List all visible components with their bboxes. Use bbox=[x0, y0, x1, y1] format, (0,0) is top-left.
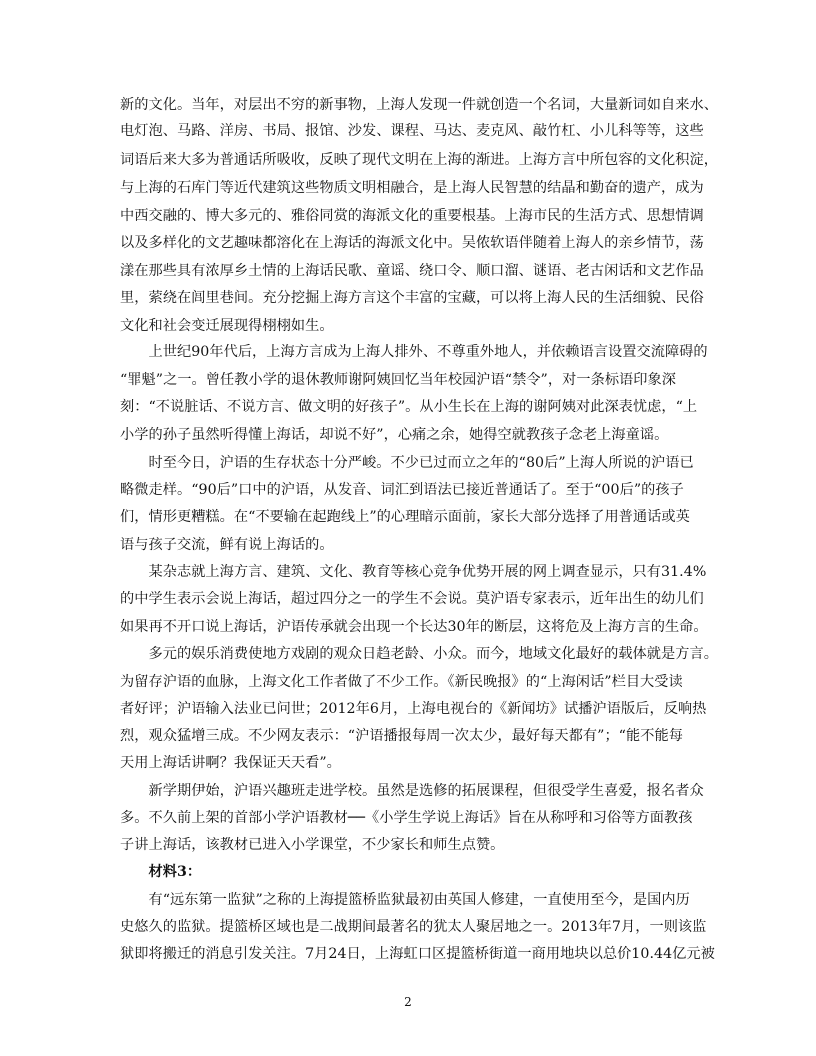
text-line: 新的文化。当年，对层出不穷的新事物，上海人发现一件就创造一个名词，大量新词如自来水、 bbox=[120, 97, 718, 113]
text-line: “罪魁”之一。曾任教小学的退休教师谢阿姨回忆当年校园沪语“禁令”，对一条标语印象深 bbox=[120, 372, 677, 388]
text-line: 为留存沪语的血脉，上海文化工作者做了不少工作。《新民晚报》的“上海闲话”栏目大受读 bbox=[120, 674, 683, 690]
text-line: 多元的娱乐消费使地方戏剧的观众日趋老龄、小众。而今，地域文化最好的载体就是方言。 bbox=[120, 646, 718, 662]
text-line: 中西交融的、博大多元的、雅俗同赏的海派文化的重要根基。上海市民的生活方式、思想情调 bbox=[120, 208, 704, 224]
text-line: 多。不久前上架的首部小学沪语教材──《小学生学说上海话》旨在从称呼和习俗等方面教孩 bbox=[120, 810, 693, 826]
text-line: 上世纪90年代后，上海方言成为上海人排外、不尊重外地人，并依赖语言设置交流障碍的 bbox=[120, 344, 708, 360]
page-number: 2 bbox=[404, 995, 412, 1009]
text-line: 的中学生表示会说上海话，超过四分之一的学生不会说。莫沪语专家表示，近年出生的幼儿们 bbox=[120, 591, 704, 607]
text-line: 某杂志就上海方言、建筑、文化、教育等核心竞争优势开展的网上调查显示，只有31.4% bbox=[120, 564, 707, 580]
text-line: 狱即将搬迁的消息引发关注。7月24日，上海虹口区提篮桥街道一商用地块以总价10.44亿元被 bbox=[120, 946, 715, 962]
text-line: 者好评；沪语输入法业已问世；2012年6月，上海电视台的《新闻坊》试播沪语版后，反响热 bbox=[120, 701, 707, 717]
text-line: 有“远东第一监狱”之称的上海提篮桥监狱最初由英国人修建，一直使用至今，是国内历 bbox=[120, 892, 690, 908]
text-line: 词语后来大多为普通话所吸收，反映了现代文明在上海的渐进。上海方言中所包容的文化积淀， bbox=[120, 152, 718, 168]
text-line: 以及多样化的文艺趣味都溶化在上海话的海派文化中。吴侬软语伴随着上海人的亲乡情节，荡 bbox=[120, 235, 704, 251]
text-line: 天用上海话讲啊？我保证天天看”。 bbox=[120, 755, 341, 771]
text-line: 史悠久的监狱。提篮桥区域也是二战期间最著名的犹太人聚居地之一。2013年7月，一则该监 bbox=[120, 919, 707, 935]
text-line: 新学期伊始，沪语兴趣班走进学校。虽然是选修的拓展课程，但很受学生喜爱，报名者众 bbox=[120, 783, 704, 799]
text-line: 如果再不开口说上海话，沪语传承就会出现一个长达30年的断层，这将危及上海方言的生命。 bbox=[120, 619, 708, 635]
text-line: 文化和社会变迁展现得栩栩如生。 bbox=[120, 318, 334, 334]
material-heading: 材料3： bbox=[120, 864, 202, 880]
text-line: 略微走样。“90后”口中的沪语，从发音、词汇到语法已接近普通话了。至于“00后”的孩子 bbox=[120, 482, 684, 498]
text-line: 子讲上海话，该教材已进入小学课堂，不少家长和师生点赞。 bbox=[120, 837, 505, 853]
text-line: 烈，观众猛增三成。不少网友表示：“沪语播报每周一次太少，最好每天都有”；“能不能每 bbox=[120, 728, 683, 744]
text-line: 时至今日，沪语的生存状态十分严峻。不少已过而立之年的“80后”上海人所说的沪语已 bbox=[120, 455, 694, 471]
text-line: 与上海的石库门等近代建筑这些物质文明相融合，是上海人民智慧的结晶和勤奋的遗产，成为 bbox=[120, 180, 704, 196]
text-line: 语与孩子交流，鲜有说上海话的。 bbox=[120, 537, 334, 553]
text-line: 漾在那些具有浓厚乡土情的上海话民歌、童谣、绕口令、顺口溜、谜语、老古闲话和文艺作品 bbox=[120, 263, 704, 279]
text-line: 们，情形更糟糕。在“不要输在起跑线上”的心理暗示面前，家长大部分选择了用普通话或英 bbox=[120, 509, 690, 525]
text-line: 电灯泡、马路、洋房、书局、报馆、沙发、课程、马达、麦克风、敲竹杠、小儿科等等，这些 bbox=[120, 123, 704, 139]
text-line: 里，萦绕在闾里巷间。充分挖掘上海方言这个丰富的宝藏，可以将上海人民的生活细貌、民俗 bbox=[120, 290, 704, 306]
text-line: 刻：“不说脏话、不说方言、做文明的好孩子”。从小生长在上海的谢阿姨对此深表忧虑，“上 bbox=[120, 399, 698, 415]
text-line: 小学的孙子虽然听得懂上海话，却说不好”，心痛之余，她得空就教孩子念老上海童谣。 bbox=[120, 427, 669, 443]
